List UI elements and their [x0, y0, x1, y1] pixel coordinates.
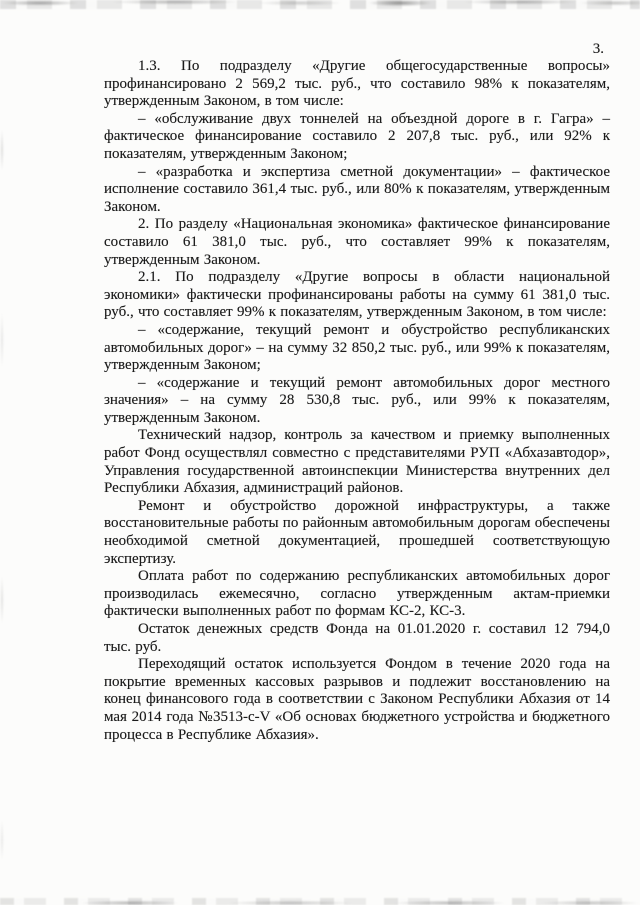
paragraph: – «содержание, текущий ремонт и обустройство республиканских автомобильных дорог» – на сумму 32 850,2 тыс. руб., или 99% к показателям, утвержденным Законом;: [104, 321, 610, 374]
page-number: 3.: [592, 41, 604, 57]
paragraph: Переходящий остаток используется Фондом в течение 2020 года на покрытие временных кассовых разрывов и подлежит восстановлению на конец финансового года в соответствии с Законом Республики Абхазия от 14 мая 2014 года №3513-с-V «Об основах бюджетного устройства и бюджетного процесса в Республике Абхазия».: [104, 656, 610, 743]
document-body: [104, 58, 610, 744]
scan-artifact-left: [0, 0, 6, 905]
scan-artifact-bottom: [0, 898, 640, 905]
paragraph: 2. По разделу «Национальная экономика» фактическое финансирование составило 61 381,0 тыс. руб., что составляет 99% к показателям, утвержденным Законом.: [104, 216, 610, 268]
paragraph: – «разработка и экспертиза сметной документации» – фактическое исполнение составило 361,4 тыс. руб., или 80% к показателям, утвержденным Законом.: [104, 163, 610, 215]
paragraph: 1.3. По подразделу «Другие общегосударственные вопросы» профинансировано 2 569,2 тыс. руб., что составило 98% к показателям, утвержденным Законом, в том числе:: [104, 58, 610, 110]
paragraph: Остаток денежных средств Фонда на 01.01.2020 г. составил 12 794,0 тыс. руб.: [104, 621, 610, 655]
paragraph: Оплата работ по содержанию республиканских автомобильных дорог производилась ежемесячно, согласно утвержденным актам-приемки фактически выполненных работ по формам КС-2, КС-3.: [104, 568, 610, 620]
scan-artifact-top: [0, 0, 640, 9]
paragraph: 2.1. По подразделу «Другие вопросы в области национальной экономики» фактически профинансированы работы на сумму 61 381,0 тыс. руб., что составляет 99% к показателям, утвержденным Законом, в том числе:: [104, 269, 610, 321]
paragraph: Технический надзор, контроль за качеством и приемку выполненных работ Фонд осуществлял совместно с представителями РУП «Абхазавтодор», Управления государственной автоинспекции Министерства внутренних дел Республики Абхазия, администраций районов.: [104, 427, 610, 497]
paragraph: Ремонт и обустройство дорожной инфраструктуры, а также восстановительные работы по районным автомобильным дорогам обеспечены необходимой сметной документацией, прошедшей соответствующую экспертизу.: [104, 497, 610, 567]
paragraph: – «содержание и текущий ремонт автомобильных дорог местного значения» – на сумму 28 530,8 тыс. руб., или 99% к показателям, утвержденным Законом.: [104, 374, 610, 426]
paragraph: – «обслуживание двух тоннелей на объездной дороге в г. Гагра» – фактическое финансирование составило 2 207,8 тыс. руб., или 92% к показателям, утвержденным Законом;: [104, 110, 610, 162]
